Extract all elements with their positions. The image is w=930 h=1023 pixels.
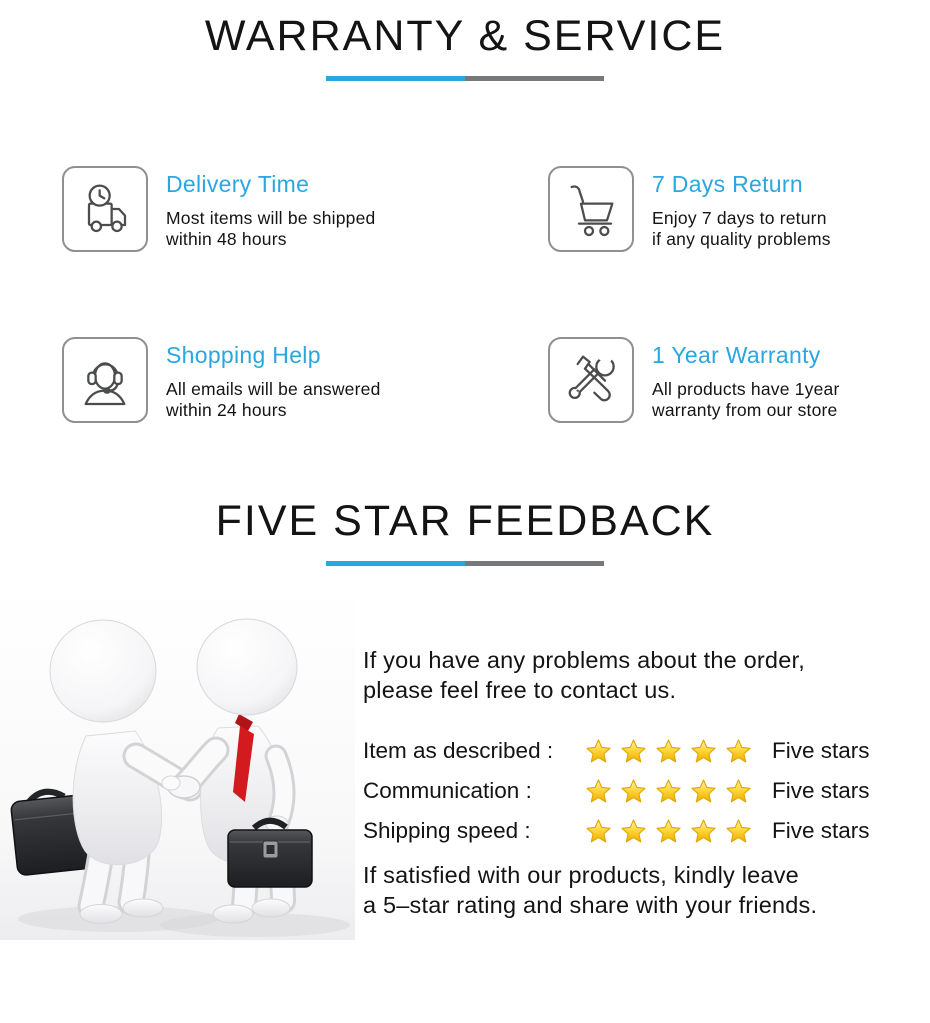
feature-description: All emails will be answered within 24 hours [166, 379, 381, 420]
star-icon [725, 818, 752, 845]
rating-value-text: Five stars [772, 778, 870, 803]
five-star-rating [585, 818, 760, 845]
truck-clock-icon [62, 166, 148, 252]
star-icon [690, 778, 717, 805]
star-icon [585, 818, 612, 845]
handshake-figures-image [0, 588, 355, 940]
underline-gray-segment [465, 561, 604, 566]
five-star-rating [585, 778, 760, 805]
rating-row-item-as-described [363, 731, 930, 771]
feedback-section-title: FIVE STAR FEEDBACK [215, 497, 715, 545]
star-icon [585, 738, 612, 765]
warranty-section-title: WARRANTY & SERVICE [204, 12, 726, 60]
five-star-rating [585, 738, 760, 765]
feature-title: Shopping Help [166, 342, 321, 368]
feedback-section [0, 588, 930, 943]
crossed-tools-icon [548, 337, 634, 423]
title-underline [326, 76, 604, 81]
star-icon [725, 738, 752, 765]
headset-support-icon [62, 337, 148, 423]
feature-description: All products have 1year warranty from our store [652, 379, 840, 420]
rating-value-text: Five stars [772, 738, 870, 763]
rating-row-shipping-speed [363, 811, 930, 851]
feature-7-days-return [548, 166, 930, 252]
shopping-cart-icon [548, 166, 634, 252]
star-icon [655, 818, 682, 845]
rating-label: Communication : [363, 778, 532, 803]
feature-title: 7 Days Return [652, 171, 803, 197]
feature-description: Enjoy 7 days to return if any quality problems [652, 208, 831, 249]
feature-title: Delivery Time [166, 171, 310, 197]
title-underline [326, 561, 604, 566]
feature-delivery-time [62, 166, 548, 252]
star-icon [585, 778, 612, 805]
feature-1-year-warranty [548, 337, 930, 423]
rating-label: Shipping speed : [363, 818, 531, 843]
feedback-content [363, 588, 930, 920]
feature-description: Most items will be shipped within 48 hours [166, 208, 376, 249]
star-icon [620, 738, 647, 765]
underline-blue-segment [326, 76, 465, 81]
star-icon [655, 778, 682, 805]
star-icon [620, 778, 647, 805]
feature-shopping-help [62, 337, 548, 423]
star-icon [690, 738, 717, 765]
warranty-features-grid [0, 166, 930, 423]
underline-blue-segment [326, 561, 465, 566]
star-icon [690, 818, 717, 845]
star-icon [725, 778, 752, 805]
star-icon [655, 738, 682, 765]
star-icon [620, 818, 647, 845]
rating-value-text: Five stars [772, 818, 870, 843]
rating-row-communication [363, 771, 930, 811]
underline-gray-segment [465, 76, 604, 81]
rating-list [363, 731, 930, 851]
feedback-outro-text: If satisfied with our products, kindly leave a 5–star rating and share with your friends. [363, 862, 818, 918]
feedback-intro-text: If you have any problems about the order, please feel free to contact us. [363, 647, 805, 703]
rating-label: Item as described : [363, 738, 554, 763]
feature-title: 1 Year Warranty [652, 342, 821, 368]
